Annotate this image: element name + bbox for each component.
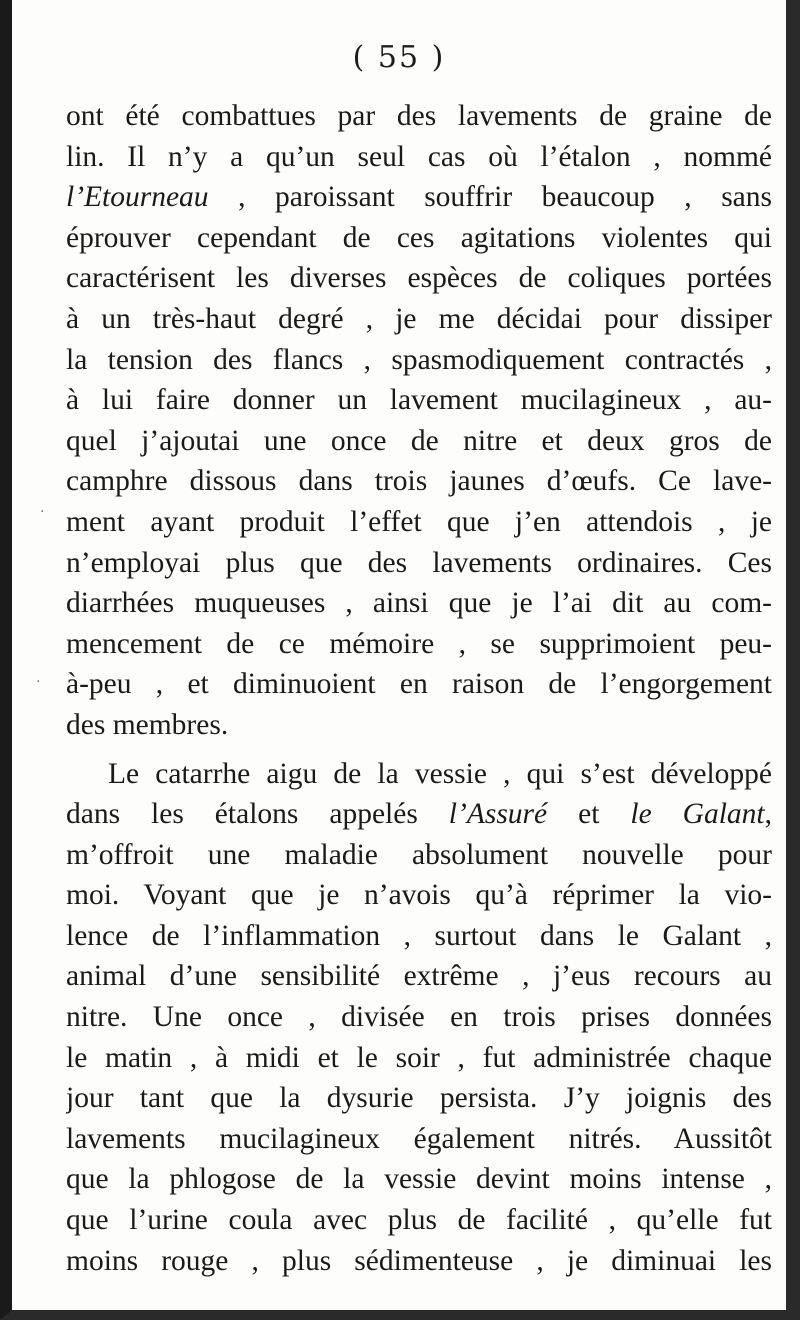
text-segment: lin. Il n’y a qu’un seul cas où l’étalon , nommé bbox=[66, 140, 772, 173]
text-segment: dans les étalons appelés bbox=[66, 798, 449, 831]
text-line bbox=[66, 461, 772, 502]
text-line bbox=[66, 218, 772, 259]
text-segment: le matin , à midi et le soir , fut administrée chaque bbox=[66, 1041, 772, 1074]
text-segment: animal d’une sensibilité extrême , j’eus recours au bbox=[66, 960, 772, 993]
text-segment: à un très-haut degré , je me décidai pour dissiper bbox=[66, 302, 772, 335]
paragraph-gap bbox=[66, 746, 772, 754]
text-line bbox=[66, 421, 772, 462]
text-segment: éprouver cependant de ces agitations violentes qui bbox=[66, 221, 772, 254]
text-segment: que la phlogose de la vessie devint moins intense , bbox=[66, 1163, 772, 1196]
text-segment: nitre. Une once , divisée en trois prises données bbox=[66, 1001, 772, 1034]
text-line bbox=[66, 997, 772, 1038]
text-segment: ment ayant produit l’effet que j’en attendois , je bbox=[66, 505, 772, 538]
text-line bbox=[66, 583, 772, 624]
text-segment: et bbox=[547, 798, 631, 831]
page-number: ( 55 ) bbox=[352, 40, 446, 75]
text-segment: moi. Voyant que je n’avois qu’à réprimer la vio- bbox=[66, 879, 772, 912]
text-line bbox=[66, 543, 772, 584]
text-line bbox=[66, 96, 772, 137]
text-segment: la tension des flancs , spasmodiquement contractés , bbox=[66, 343, 772, 376]
body-text bbox=[66, 96, 772, 1281]
text-segment: moins rouge , plus sédimenteuse , je diminuai les bbox=[66, 1244, 772, 1277]
text-segment: m’offroit une maladie absolument nouvelle pour bbox=[66, 838, 772, 871]
paragraph bbox=[66, 96, 772, 746]
text-line bbox=[66, 137, 772, 178]
text-line bbox=[66, 1078, 772, 1119]
text-line bbox=[66, 1119, 772, 1160]
text-segment: , paroissant souffrir beaucoup , sans bbox=[208, 181, 772, 214]
text-segment: jour tant que la dysurie persista. J’y joignis des bbox=[66, 1082, 772, 1115]
text-segment: quel j’ajoutai une once de nitre et deux gros de bbox=[66, 424, 772, 457]
margin-mark: · bbox=[36, 674, 41, 690]
italic-name: l’Etourneau bbox=[66, 181, 209, 214]
text-segment: camphre dissous dans trois jaunes d’œufs. Ce lave- bbox=[66, 465, 772, 498]
text-segment: diarrhées muqueuses , ainsi que je l’ai dit au com- bbox=[66, 587, 772, 620]
text-segment: n’employai plus que des lavements ordinaires. Ces bbox=[66, 546, 772, 579]
text-line bbox=[66, 1200, 772, 1241]
text-line bbox=[66, 299, 772, 340]
text-line bbox=[66, 916, 772, 957]
text-line bbox=[66, 794, 772, 835]
text-segment: caractérisent les diverses espèces de coliques portées bbox=[66, 262, 772, 295]
text-line bbox=[66, 875, 772, 916]
text-segment: ont été combattues par des lavements de graine de bbox=[66, 100, 772, 132]
italic-name: l’Assuré bbox=[448, 798, 548, 831]
text-line bbox=[66, 956, 772, 997]
text-line bbox=[66, 340, 772, 381]
text-segment: mencement de ce mémoire , se supprimoient peu- bbox=[66, 627, 772, 660]
italic-name: le Galant bbox=[630, 798, 765, 831]
text-line bbox=[66, 1241, 772, 1282]
text-segment: à-peu , et diminuoient en raison de l’engorgement bbox=[66, 668, 772, 701]
text-segment: lavements mucilagineux également nitrés. Aussitôt bbox=[66, 1122, 772, 1155]
text-segment: que l’urine coula avec plus de facilité , qu’elle fut bbox=[66, 1204, 772, 1237]
text-segment: à lui faire donner un lavement mucilagineux , au- bbox=[66, 384, 772, 417]
text-line bbox=[66, 1038, 772, 1079]
text-line bbox=[66, 380, 772, 421]
text-line bbox=[66, 258, 772, 299]
margin-mark: · bbox=[40, 504, 45, 520]
paragraph bbox=[66, 754, 772, 1282]
text-segment: , bbox=[764, 798, 772, 831]
text-segment: Le catarrhe aigu de la vessie , qui s’est développé bbox=[108, 757, 772, 790]
text-line bbox=[66, 177, 772, 218]
text-line bbox=[66, 705, 772, 746]
text-line bbox=[66, 754, 772, 795]
text-line bbox=[66, 624, 772, 665]
text-line bbox=[66, 835, 772, 876]
text-line bbox=[66, 664, 772, 705]
text-line bbox=[66, 1159, 772, 1200]
text-line bbox=[66, 502, 772, 543]
text-segment: lence de l’inflammation , surtout dans le Galant , bbox=[66, 919, 772, 952]
text-segment: des membres. bbox=[66, 708, 229, 741]
